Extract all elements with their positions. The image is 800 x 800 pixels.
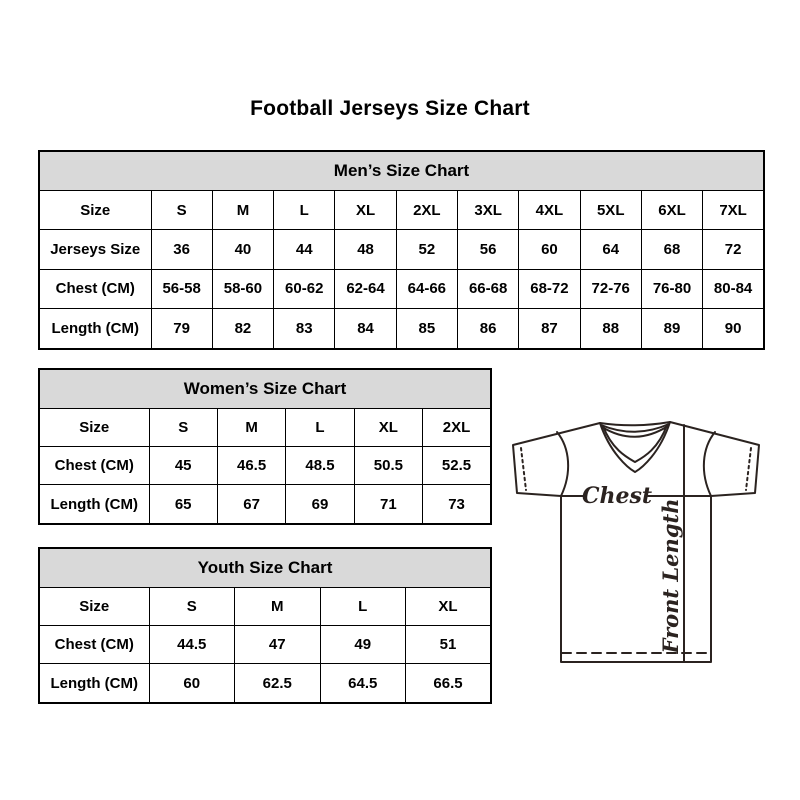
value-cell: 60 [519,230,580,269]
value-cell: S [149,409,217,447]
row-label-cell: Length (CM) [39,664,149,703]
value-cell: S [149,588,235,626]
table-title-row [39,151,764,191]
row-label-cell: Size [39,409,149,447]
value-cell: 48 [335,230,396,269]
table-row [39,588,491,626]
value-cell: M [217,409,285,447]
value-cell: S [151,191,212,230]
value-cell: L [320,588,406,626]
value-cell: 66.5 [406,664,492,703]
mens-size-table [38,150,765,350]
value-cell: 84 [335,309,396,349]
value-cell: 6XL [641,191,702,230]
value-cell: 79 [151,309,212,349]
value-cell: 48.5 [286,447,354,485]
size-table [38,150,765,350]
value-cell: 56 [457,230,518,269]
value-cell: 4XL [519,191,580,230]
table-row [39,485,491,524]
value-cell: 67 [217,485,285,524]
value-cell: 80-84 [703,269,764,308]
value-cell: 52 [396,230,457,269]
size-table [38,368,492,525]
value-cell: 72 [703,230,764,269]
chest-label: Chest [581,483,653,509]
value-cell: 2XL [423,409,491,447]
youth-size-table [38,547,492,704]
table-title: Men’s Size Chart [39,151,764,191]
row-label-cell: Jerseys Size [39,230,151,269]
table-title-row [39,369,491,409]
value-cell: 72-76 [580,269,641,308]
value-cell: 62-64 [335,269,396,308]
value-cell: 5XL [580,191,641,230]
size-table [38,547,492,704]
table-row [39,230,764,269]
value-cell: 60 [149,664,235,703]
value-cell: XL [406,588,492,626]
value-cell: 85 [396,309,457,349]
value-cell: XL [335,191,396,230]
table-row [39,269,764,308]
front-length-label: Front Length [658,498,683,654]
value-cell: 47 [235,626,321,664]
row-label-cell: Length (CM) [39,309,151,349]
value-cell: XL [354,409,422,447]
table-title: Women’s Size Chart [39,369,491,409]
value-cell: 44.5 [149,626,235,664]
table-row [39,447,491,485]
value-cell: 83 [274,309,335,349]
jersey-outline [513,422,759,662]
value-cell: 58-60 [212,269,273,308]
table-row [39,626,491,664]
value-cell: 64 [580,230,641,269]
value-cell: 68 [641,230,702,269]
value-cell: 64-66 [396,269,457,308]
jersey-diagram-svg [500,408,770,672]
value-cell: 56-58 [151,269,212,308]
value-cell: 87 [519,309,580,349]
value-cell: 49 [320,626,406,664]
value-cell: 66-68 [457,269,518,308]
value-cell: 86 [457,309,518,349]
value-cell: 68-72 [519,269,580,308]
value-cell: 89 [641,309,702,349]
womens-size-table [38,368,492,525]
table-row [39,409,491,447]
value-cell: M [212,191,273,230]
value-cell: 51 [406,626,492,664]
value-cell: L [286,409,354,447]
value-cell: M [235,588,321,626]
value-cell: 52.5 [423,447,491,485]
value-cell: L [274,191,335,230]
value-cell: 62.5 [235,664,321,703]
value-cell: 82 [212,309,273,349]
value-cell: 71 [354,485,422,524]
value-cell: 50.5 [354,447,422,485]
row-label-cell: Chest (CM) [39,626,149,664]
row-label-cell: Length (CM) [39,485,149,524]
table-row [39,191,764,230]
value-cell: 2XL [396,191,457,230]
value-cell: 73 [423,485,491,524]
value-cell: 90 [703,309,764,349]
value-cell: 7XL [703,191,764,230]
value-cell: 36 [151,230,212,269]
table-title: Youth Size Chart [39,548,491,588]
value-cell: 3XL [457,191,518,230]
table-row [39,664,491,703]
value-cell: 60-62 [274,269,335,308]
value-cell: 65 [149,485,217,524]
row-label-cell: Chest (CM) [39,269,151,308]
row-label-cell: Chest (CM) [39,447,149,485]
row-label-cell: Size [39,588,149,626]
value-cell: 45 [149,447,217,485]
value-cell: 76-80 [641,269,702,308]
row-label-cell: Size [39,191,151,230]
table-row [39,309,764,349]
value-cell: 64.5 [320,664,406,703]
table-title-row [39,548,491,588]
value-cell: 88 [580,309,641,349]
page-title: Football Jerseys Size Chart [250,97,530,120]
jersey-measurement-diagram [500,408,770,672]
value-cell: 46.5 [217,447,285,485]
value-cell: 69 [286,485,354,524]
value-cell: 40 [212,230,273,269]
value-cell: 44 [274,230,335,269]
